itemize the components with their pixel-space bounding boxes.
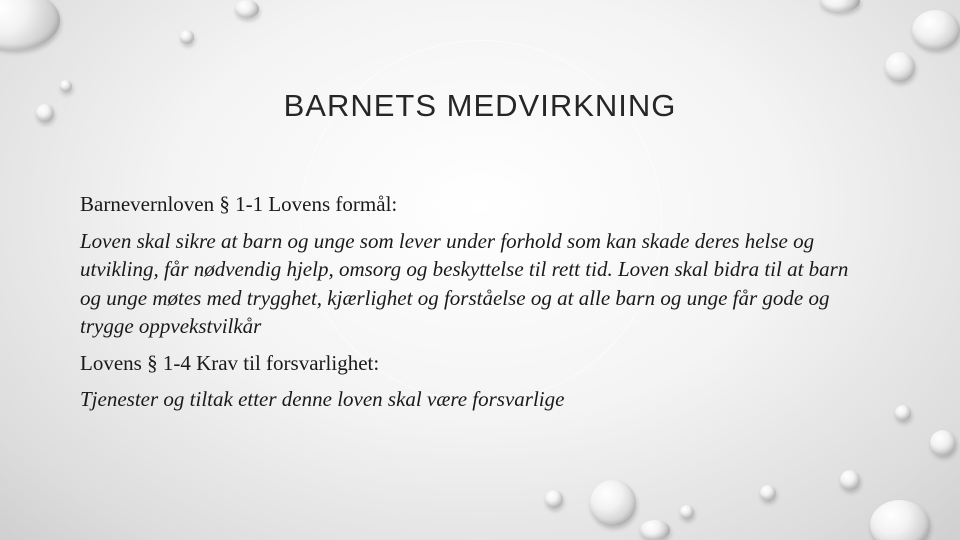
law-text-1-4: Tjenester og tiltak etter denne loven skal være forsvarlige: [80, 387, 565, 411]
law-heading-1-4: Lovens § 1-4 Krav til forsvarlighet:: [80, 350, 380, 375]
law-heading-1-1: Barnevernloven § 1-1 Lovens formål:: [80, 192, 398, 216]
droplet: [912, 10, 960, 50]
droplet: [760, 485, 776, 501]
law-text-1-1: Loven skal sikre at barn og unge som lever under forhold som kan skade deres helse og utvikling, får nødvendig hjelp, omsorg og beskyttelse til rett tid. Loven skal bidra til at barn og unge møtes med trygghet, kjærlighet og forståelse og at alle barn og unge får gode og trygge oppvekstvilkår: [80, 228, 849, 338]
droplet: [0, 0, 60, 50]
slide-title: BARNETS MEDVIRKNING: [283, 88, 677, 123]
droplet: [590, 480, 636, 526]
slide-body: [80, 190, 870, 422]
droplet: [545, 490, 563, 508]
droplet: [885, 52, 915, 82]
droplet: [930, 430, 956, 456]
droplet: [870, 500, 930, 540]
droplet: [235, 0, 259, 18]
droplet: [895, 405, 911, 421]
droplet: [820, 0, 860, 12]
droplet: [680, 505, 694, 519]
droplet: [180, 30, 194, 44]
droplet: [840, 470, 860, 490]
droplet: [640, 520, 670, 540]
